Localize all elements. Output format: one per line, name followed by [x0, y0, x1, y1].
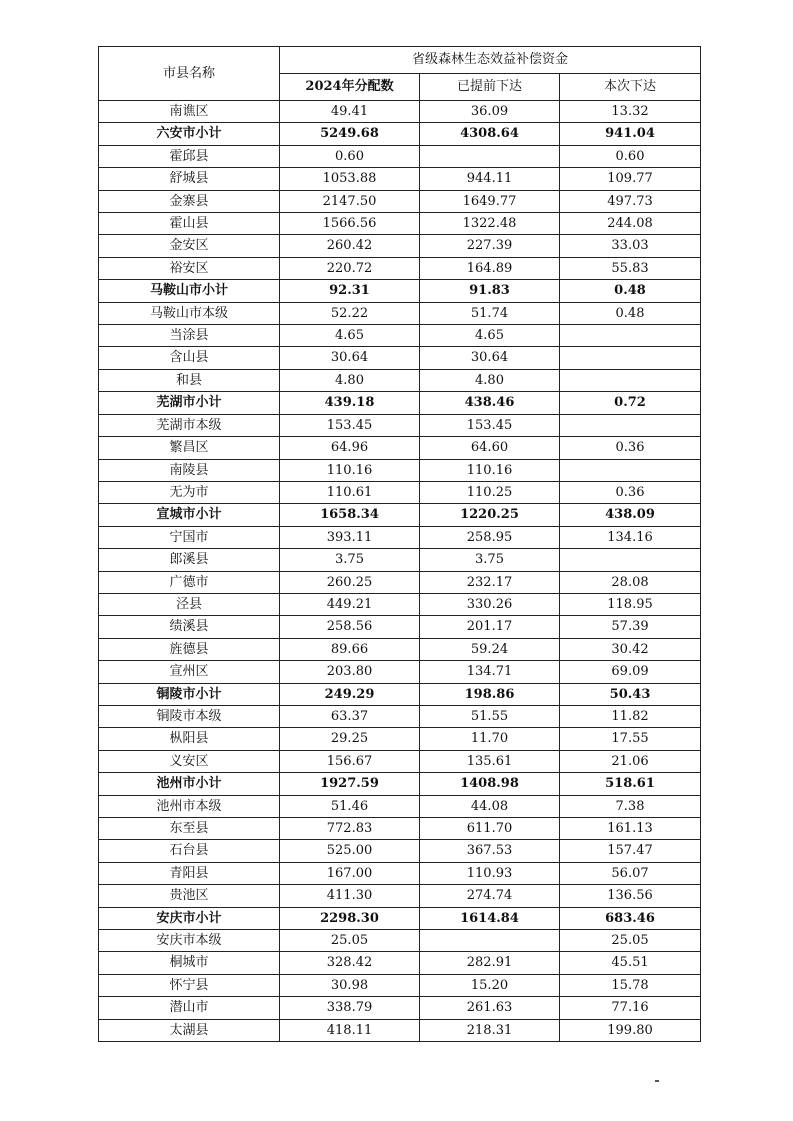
table-row — [99, 257, 701, 279]
issued-this-time-cell — [560, 549, 701, 571]
issued-in-advance-cell: 944.11 — [420, 168, 560, 190]
issued-in-advance-cell: 1322.48 — [420, 213, 560, 235]
region-name-cell: 郎溪县 — [99, 549, 280, 571]
issued-this-time-cell: 77.16 — [560, 997, 701, 1019]
region-name-cell: 宣城市小计 — [99, 504, 280, 526]
region-name-cell: 芜湖市小计 — [99, 392, 280, 414]
issued-this-time-cell: 518.61 — [560, 773, 701, 795]
issued-this-time-cell: 0.36 — [560, 437, 701, 459]
issued-this-time-cell: 57.39 — [560, 616, 701, 638]
issued-in-advance-cell: 135.61 — [420, 750, 560, 772]
table-row — [99, 728, 701, 750]
table-row — [99, 862, 701, 884]
subtotal-row — [99, 280, 701, 302]
issued-this-time-cell — [560, 369, 701, 391]
table-row — [99, 481, 701, 503]
table-row — [99, 235, 701, 257]
issued-in-advance-cell: 611.70 — [420, 818, 560, 840]
table-row — [99, 347, 701, 369]
table-row — [99, 571, 701, 593]
issued-in-advance-cell: 438.46 — [420, 392, 560, 414]
issued-this-time-cell: 157.47 — [560, 840, 701, 862]
subtotal-row — [99, 123, 701, 145]
issued-this-time-cell: 161.13 — [560, 818, 701, 840]
allocation-2024-cell: 249.29 — [280, 683, 420, 705]
issued-in-advance-cell: 4.65 — [420, 325, 560, 347]
issued-this-time-cell — [560, 347, 701, 369]
subtotal-row — [99, 773, 701, 795]
region-name-cell: 六安市小计 — [99, 123, 280, 145]
region-name-cell: 东至县 — [99, 818, 280, 840]
table-row — [99, 414, 701, 436]
region-name-cell: 桐城市 — [99, 952, 280, 974]
table-row — [99, 168, 701, 190]
table-row — [99, 952, 701, 974]
issued-this-time-cell: 13.32 — [560, 101, 701, 123]
issued-this-time-cell: 7.38 — [560, 795, 701, 817]
allocation-2024-cell: 30.64 — [280, 347, 420, 369]
issued-in-advance-cell: 227.39 — [420, 235, 560, 257]
region-name-cell: 舒城县 — [99, 168, 280, 190]
region-name-cell: 怀宁县 — [99, 974, 280, 996]
header-allocation-2024: 2024年分配数 — [280, 74, 420, 101]
issued-this-time-cell: 118.95 — [560, 593, 701, 615]
allocation-2024-cell: 4.65 — [280, 325, 420, 347]
allocation-2024-cell: 525.00 — [280, 840, 420, 862]
scan-speck — [655, 1080, 659, 1082]
table-row — [99, 705, 701, 727]
allocation-2024-cell: 1566.56 — [280, 213, 420, 235]
issued-in-advance-cell: 4308.64 — [420, 123, 560, 145]
issued-in-advance-cell: 330.26 — [420, 593, 560, 615]
issued-this-time-cell: 45.51 — [560, 952, 701, 974]
region-name-cell: 绩溪县 — [99, 616, 280, 638]
table-header — [99, 47, 701, 101]
issued-this-time-cell: 0.60 — [560, 145, 701, 167]
allocation-2024-cell: 1053.88 — [280, 168, 420, 190]
issued-in-advance-cell: 258.95 — [420, 526, 560, 548]
issued-this-time-cell: 244.08 — [560, 213, 701, 235]
region-name-cell: 马鞍山市本级 — [99, 302, 280, 324]
subtotal-row — [99, 504, 701, 526]
allocation-2024-cell: 92.31 — [280, 280, 420, 302]
region-name-cell: 南陵县 — [99, 459, 280, 481]
table-row — [99, 526, 701, 548]
region-name-cell: 泾县 — [99, 593, 280, 615]
table-row — [99, 302, 701, 324]
header-issued-in-advance: 已提前下达 — [420, 74, 560, 101]
issued-this-time-cell: 50.43 — [560, 683, 701, 705]
table-row — [99, 840, 701, 862]
region-name-cell: 池州市本级 — [99, 795, 280, 817]
allocation-2024-cell: 5249.68 — [280, 123, 420, 145]
region-name-cell: 南谯区 — [99, 101, 280, 123]
issued-this-time-cell: 56.07 — [560, 862, 701, 884]
region-name-cell: 潜山市 — [99, 997, 280, 1019]
table-row — [99, 885, 701, 907]
issued-in-advance-cell: 51.74 — [420, 302, 560, 324]
region-name-cell: 金安区 — [99, 235, 280, 257]
region-name-cell: 金寨县 — [99, 190, 280, 212]
issued-this-time-cell: 941.04 — [560, 123, 701, 145]
issued-this-time-cell: 69.09 — [560, 661, 701, 683]
allocation-2024-cell: 29.25 — [280, 728, 420, 750]
funding-table — [98, 46, 701, 1042]
issued-in-advance-cell: 153.45 — [420, 414, 560, 436]
allocation-2024-cell: 156.67 — [280, 750, 420, 772]
region-name-cell: 繁昌区 — [99, 437, 280, 459]
region-name-cell: 当涂县 — [99, 325, 280, 347]
region-name-cell: 石台县 — [99, 840, 280, 862]
issued-in-advance-cell: 64.60 — [420, 437, 560, 459]
region-name-cell: 广德市 — [99, 571, 280, 593]
issued-in-advance-cell: 15.20 — [420, 974, 560, 996]
table-row — [99, 459, 701, 481]
allocation-2024-cell: 260.25 — [280, 571, 420, 593]
issued-in-advance-cell: 198.86 — [420, 683, 560, 705]
region-name-cell: 霍山县 — [99, 213, 280, 235]
region-name-cell: 铜陵市小计 — [99, 683, 280, 705]
allocation-2024-cell: 393.11 — [280, 526, 420, 548]
table-body — [99, 101, 701, 1042]
allocation-2024-cell: 258.56 — [280, 616, 420, 638]
issued-this-time-cell: 109.77 — [560, 168, 701, 190]
allocation-2024-cell: 328.42 — [280, 952, 420, 974]
table-row — [99, 616, 701, 638]
region-name-cell: 贵池区 — [99, 885, 280, 907]
allocation-2024-cell: 110.16 — [280, 459, 420, 481]
issued-this-time-cell: 136.56 — [560, 885, 701, 907]
allocation-2024-cell: 89.66 — [280, 638, 420, 660]
issued-in-advance-cell: 201.17 — [420, 616, 560, 638]
header-issued-this-time: 本次下达 — [560, 74, 701, 101]
issued-in-advance-cell: 11.70 — [420, 728, 560, 750]
issued-in-advance-cell: 282.91 — [420, 952, 560, 974]
issued-in-advance-cell: 59.24 — [420, 638, 560, 660]
issued-this-time-cell: 0.36 — [560, 481, 701, 503]
table-row — [99, 101, 701, 123]
issued-this-time-cell: 33.03 — [560, 235, 701, 257]
subtotal-row — [99, 683, 701, 705]
table-row — [99, 369, 701, 391]
issued-in-advance-cell: 261.63 — [420, 997, 560, 1019]
region-name-cell: 太湖县 — [99, 1019, 280, 1041]
issued-in-advance-cell: 274.74 — [420, 885, 560, 907]
issued-in-advance-cell: 1649.77 — [420, 190, 560, 212]
region-name-cell: 芜湖市本级 — [99, 414, 280, 436]
allocation-2024-cell: 110.61 — [280, 481, 420, 503]
issued-this-time-cell: 21.06 — [560, 750, 701, 772]
issued-this-time-cell — [560, 414, 701, 436]
region-name-cell: 和县 — [99, 369, 280, 391]
issued-this-time-cell: 15.78 — [560, 974, 701, 996]
allocation-2024-cell: 439.18 — [280, 392, 420, 414]
region-name-cell: 宁国市 — [99, 526, 280, 548]
allocation-2024-cell: 1658.34 — [280, 504, 420, 526]
allocation-2024-cell: 64.96 — [280, 437, 420, 459]
issued-in-advance-cell: 367.53 — [420, 840, 560, 862]
table-row — [99, 593, 701, 615]
allocation-2024-cell: 52.22 — [280, 302, 420, 324]
subtotal-row — [99, 392, 701, 414]
allocation-2024-cell: 3.75 — [280, 549, 420, 571]
allocation-2024-cell: 449.21 — [280, 593, 420, 615]
issued-in-advance-cell: 1408.98 — [420, 773, 560, 795]
header-group-title: 省级森林生态效益补偿资金 — [280, 47, 701, 74]
table-row — [99, 1019, 701, 1041]
table-row — [99, 213, 701, 235]
issued-in-advance-cell: 4.80 — [420, 369, 560, 391]
table-row — [99, 795, 701, 817]
region-name-cell: 义安区 — [99, 750, 280, 772]
issued-this-time-cell — [560, 325, 701, 347]
issued-this-time-cell: 438.09 — [560, 504, 701, 526]
region-name-cell: 含山县 — [99, 347, 280, 369]
table-row — [99, 930, 701, 952]
allocation-2024-cell: 0.60 — [280, 145, 420, 167]
header-name-column: 市县名称 — [99, 47, 280, 101]
issued-this-time-cell: 17.55 — [560, 728, 701, 750]
allocation-2024-cell: 153.45 — [280, 414, 420, 436]
region-name-cell: 枞阳县 — [99, 728, 280, 750]
allocation-2024-cell: 30.98 — [280, 974, 420, 996]
allocation-2024-cell: 1927.59 — [280, 773, 420, 795]
allocation-2024-cell: 772.83 — [280, 818, 420, 840]
allocation-2024-cell: 51.46 — [280, 795, 420, 817]
table-row — [99, 997, 701, 1019]
allocation-2024-cell: 220.72 — [280, 257, 420, 279]
issued-in-advance-cell: 91.83 — [420, 280, 560, 302]
allocation-2024-cell: 25.05 — [280, 930, 420, 952]
allocation-2024-cell: 49.41 — [280, 101, 420, 123]
issued-this-time-cell: 0.72 — [560, 392, 701, 414]
region-name-cell: 旌德县 — [99, 638, 280, 660]
issued-in-advance-cell: 30.64 — [420, 347, 560, 369]
issued-in-advance-cell: 1614.84 — [420, 907, 560, 929]
issued-in-advance-cell: 164.89 — [420, 257, 560, 279]
region-name-cell: 无为市 — [99, 481, 280, 503]
issued-in-advance-cell: 110.25 — [420, 481, 560, 503]
table-row — [99, 437, 701, 459]
issued-this-time-cell — [560, 459, 701, 481]
table-row — [99, 974, 701, 996]
allocation-2024-cell: 418.11 — [280, 1019, 420, 1041]
issued-in-advance-cell: 3.75 — [420, 549, 560, 571]
region-name-cell: 霍邱县 — [99, 145, 280, 167]
issued-this-time-cell: 25.05 — [560, 930, 701, 952]
table-row — [99, 145, 701, 167]
issued-in-advance-cell — [420, 930, 560, 952]
table-row — [99, 325, 701, 347]
issued-in-advance-cell: 1220.25 — [420, 504, 560, 526]
issued-this-time-cell: 0.48 — [560, 302, 701, 324]
allocation-2024-cell: 4.80 — [280, 369, 420, 391]
issued-this-time-cell: 11.82 — [560, 705, 701, 727]
table-row — [99, 818, 701, 840]
issued-this-time-cell: 683.46 — [560, 907, 701, 929]
table-row — [99, 190, 701, 212]
allocation-2024-cell: 63.37 — [280, 705, 420, 727]
issued-in-advance-cell: 110.93 — [420, 862, 560, 884]
issued-in-advance-cell: 44.08 — [420, 795, 560, 817]
region-name-cell: 青阳县 — [99, 862, 280, 884]
region-name-cell: 宣州区 — [99, 661, 280, 683]
issued-this-time-cell: 28.08 — [560, 571, 701, 593]
issued-in-advance-cell: 36.09 — [420, 101, 560, 123]
region-name-cell: 安庆市小计 — [99, 907, 280, 929]
issued-this-time-cell: 134.16 — [560, 526, 701, 548]
allocation-2024-cell: 411.30 — [280, 885, 420, 907]
table-row — [99, 750, 701, 772]
subtotal-row — [99, 907, 701, 929]
table-row — [99, 638, 701, 660]
allocation-2024-cell: 2298.30 — [280, 907, 420, 929]
issued-in-advance-cell: 134.71 — [420, 661, 560, 683]
allocation-2024-cell: 167.00 — [280, 862, 420, 884]
issued-this-time-cell: 0.48 — [560, 280, 701, 302]
table-row — [99, 661, 701, 683]
region-name-cell: 安庆市本级 — [99, 930, 280, 952]
issued-this-time-cell: 497.73 — [560, 190, 701, 212]
allocation-2024-cell: 2147.50 — [280, 190, 420, 212]
region-name-cell: 铜陵市本级 — [99, 705, 280, 727]
issued-in-advance-cell: 232.17 — [420, 571, 560, 593]
issued-in-advance-cell — [420, 145, 560, 167]
allocation-2024-cell: 260.42 — [280, 235, 420, 257]
allocation-2024-cell: 338.79 — [280, 997, 420, 1019]
issued-in-advance-cell: 51.55 — [420, 705, 560, 727]
issued-in-advance-cell: 110.16 — [420, 459, 560, 481]
region-name-cell: 马鞍山市小计 — [99, 280, 280, 302]
allocation-2024-cell: 203.80 — [280, 661, 420, 683]
region-name-cell: 裕安区 — [99, 257, 280, 279]
issued-this-time-cell: 30.42 — [560, 638, 701, 660]
issued-in-advance-cell: 218.31 — [420, 1019, 560, 1041]
issued-this-time-cell: 55.83 — [560, 257, 701, 279]
region-name-cell: 池州市小计 — [99, 773, 280, 795]
issued-this-time-cell: 199.80 — [560, 1019, 701, 1041]
table-row — [99, 549, 701, 571]
